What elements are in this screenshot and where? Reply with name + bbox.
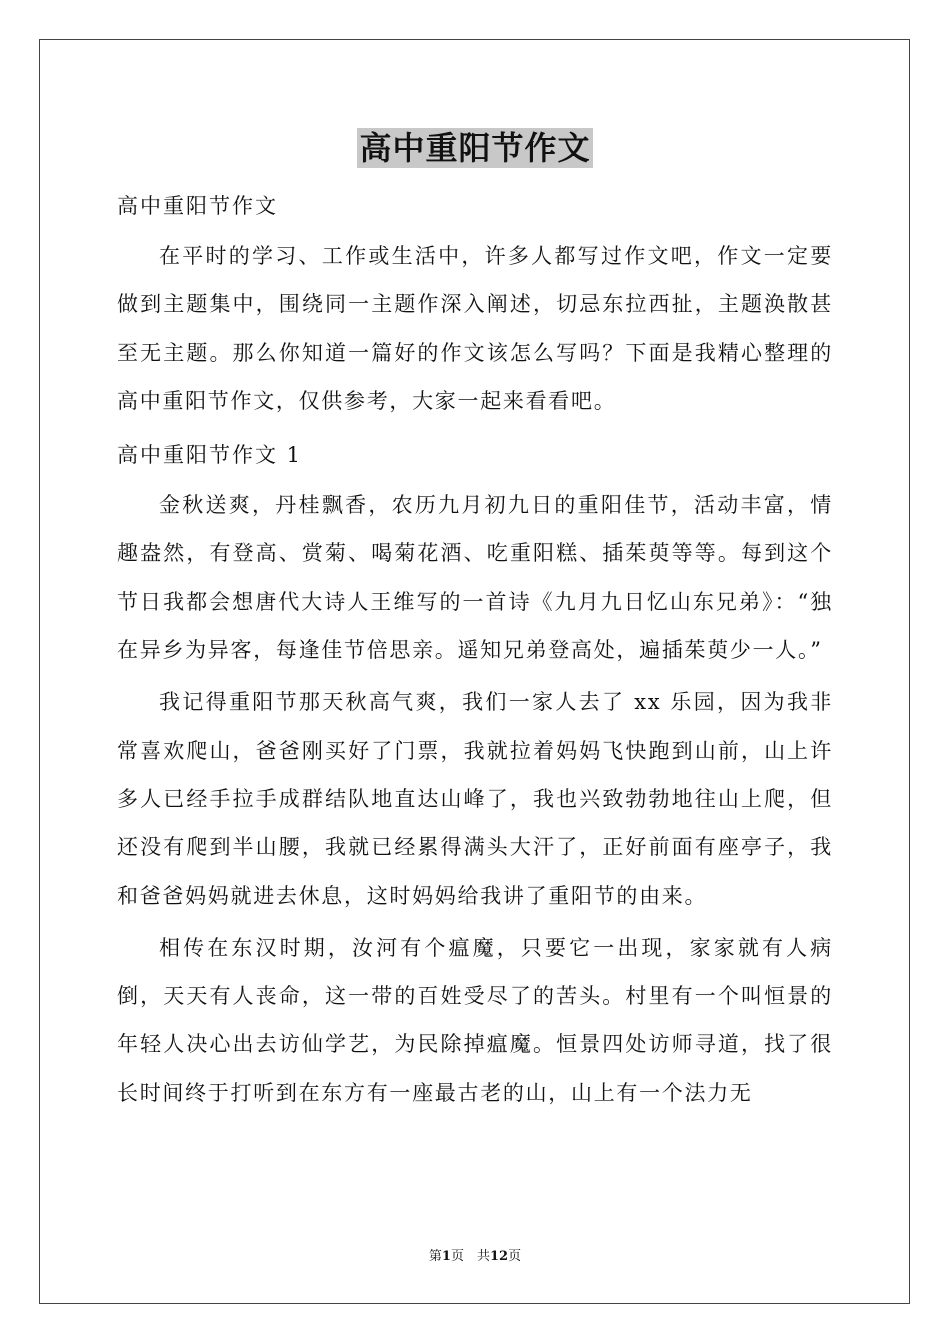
footer-page-number: 1 [441,1249,451,1264]
footer-prefix: 第 [428,1249,442,1264]
footer-suffix: 页 [508,1249,522,1264]
footer-total-pages: 12 [489,1249,509,1264]
body-paragraph: 相传在东汉时期，汝河有个瘟魔，只要它一出现，家家就有人病倒，天天有人丧命，这一带的百姓受尽了的苦头。村里有一个叫恒景的年轻人决心出去访仙学艺，为民除掉瘟魔。恒景四处访师寻道，找了很长时间终于打听到在东方有一座最古老的山，山上有一个法力无 [117,935,833,1105]
document-body [117,128,833,1121]
document-title: 高中重阳节作文 [359,129,591,167]
page-footer [0,1248,950,1266]
body-paragraph: 我记得重阳节那天秋高气爽，我们一家人去了 xx 乐园，因为我非常喜欢爬山，爸爸刚买好了门票，我就拉着妈妈飞快跑到山前，山上许多人已经手拉手成群结队地直达山峰了，我也兴致勃勃地往山上爬，但还没有爬到半山腰，我就已经累得满头大汗了，正好前面有座亭子，我和爸爸妈妈就进去休息，这时妈妈给我讲了重阳节的由来。 [117,690,833,908]
title-wrap [117,128,833,172]
intro-paragraph: 在平时的学习、工作或生活中，许多人都写过作文吧，作文一定要做到主题集中，围绕同一主题作深入阐述，切忌东拉西扯，主题涣散甚至无主题。那么你知道一篇好的作文该怎么写吗？下面是我精心整理的高中重阳节作文，仅供参考，大家一起来看看吧。 [117,244,833,413]
document-subtitle: 高中重阳节作文 [117,194,278,218]
footer-mid: 页 共 [450,1249,490,1264]
body-paragraph: 金秋送爽，丹桂飘香，农历九月初九日的重阳佳节，活动丰富，情趣盎然，有登高、赏菊、喝菊花酒、吃重阳糕、插茱萸等等。每到这个节日我都会想唐代大诗人王维写的一首诗《九月九日忆山东兄弟》：“独在异乡为异客，每逢佳节倍思亲。遥知兄弟登高处，遍插茱萸少一人。” [117,493,833,663]
section-heading: 高中重阳节作文 1 [117,443,303,468]
